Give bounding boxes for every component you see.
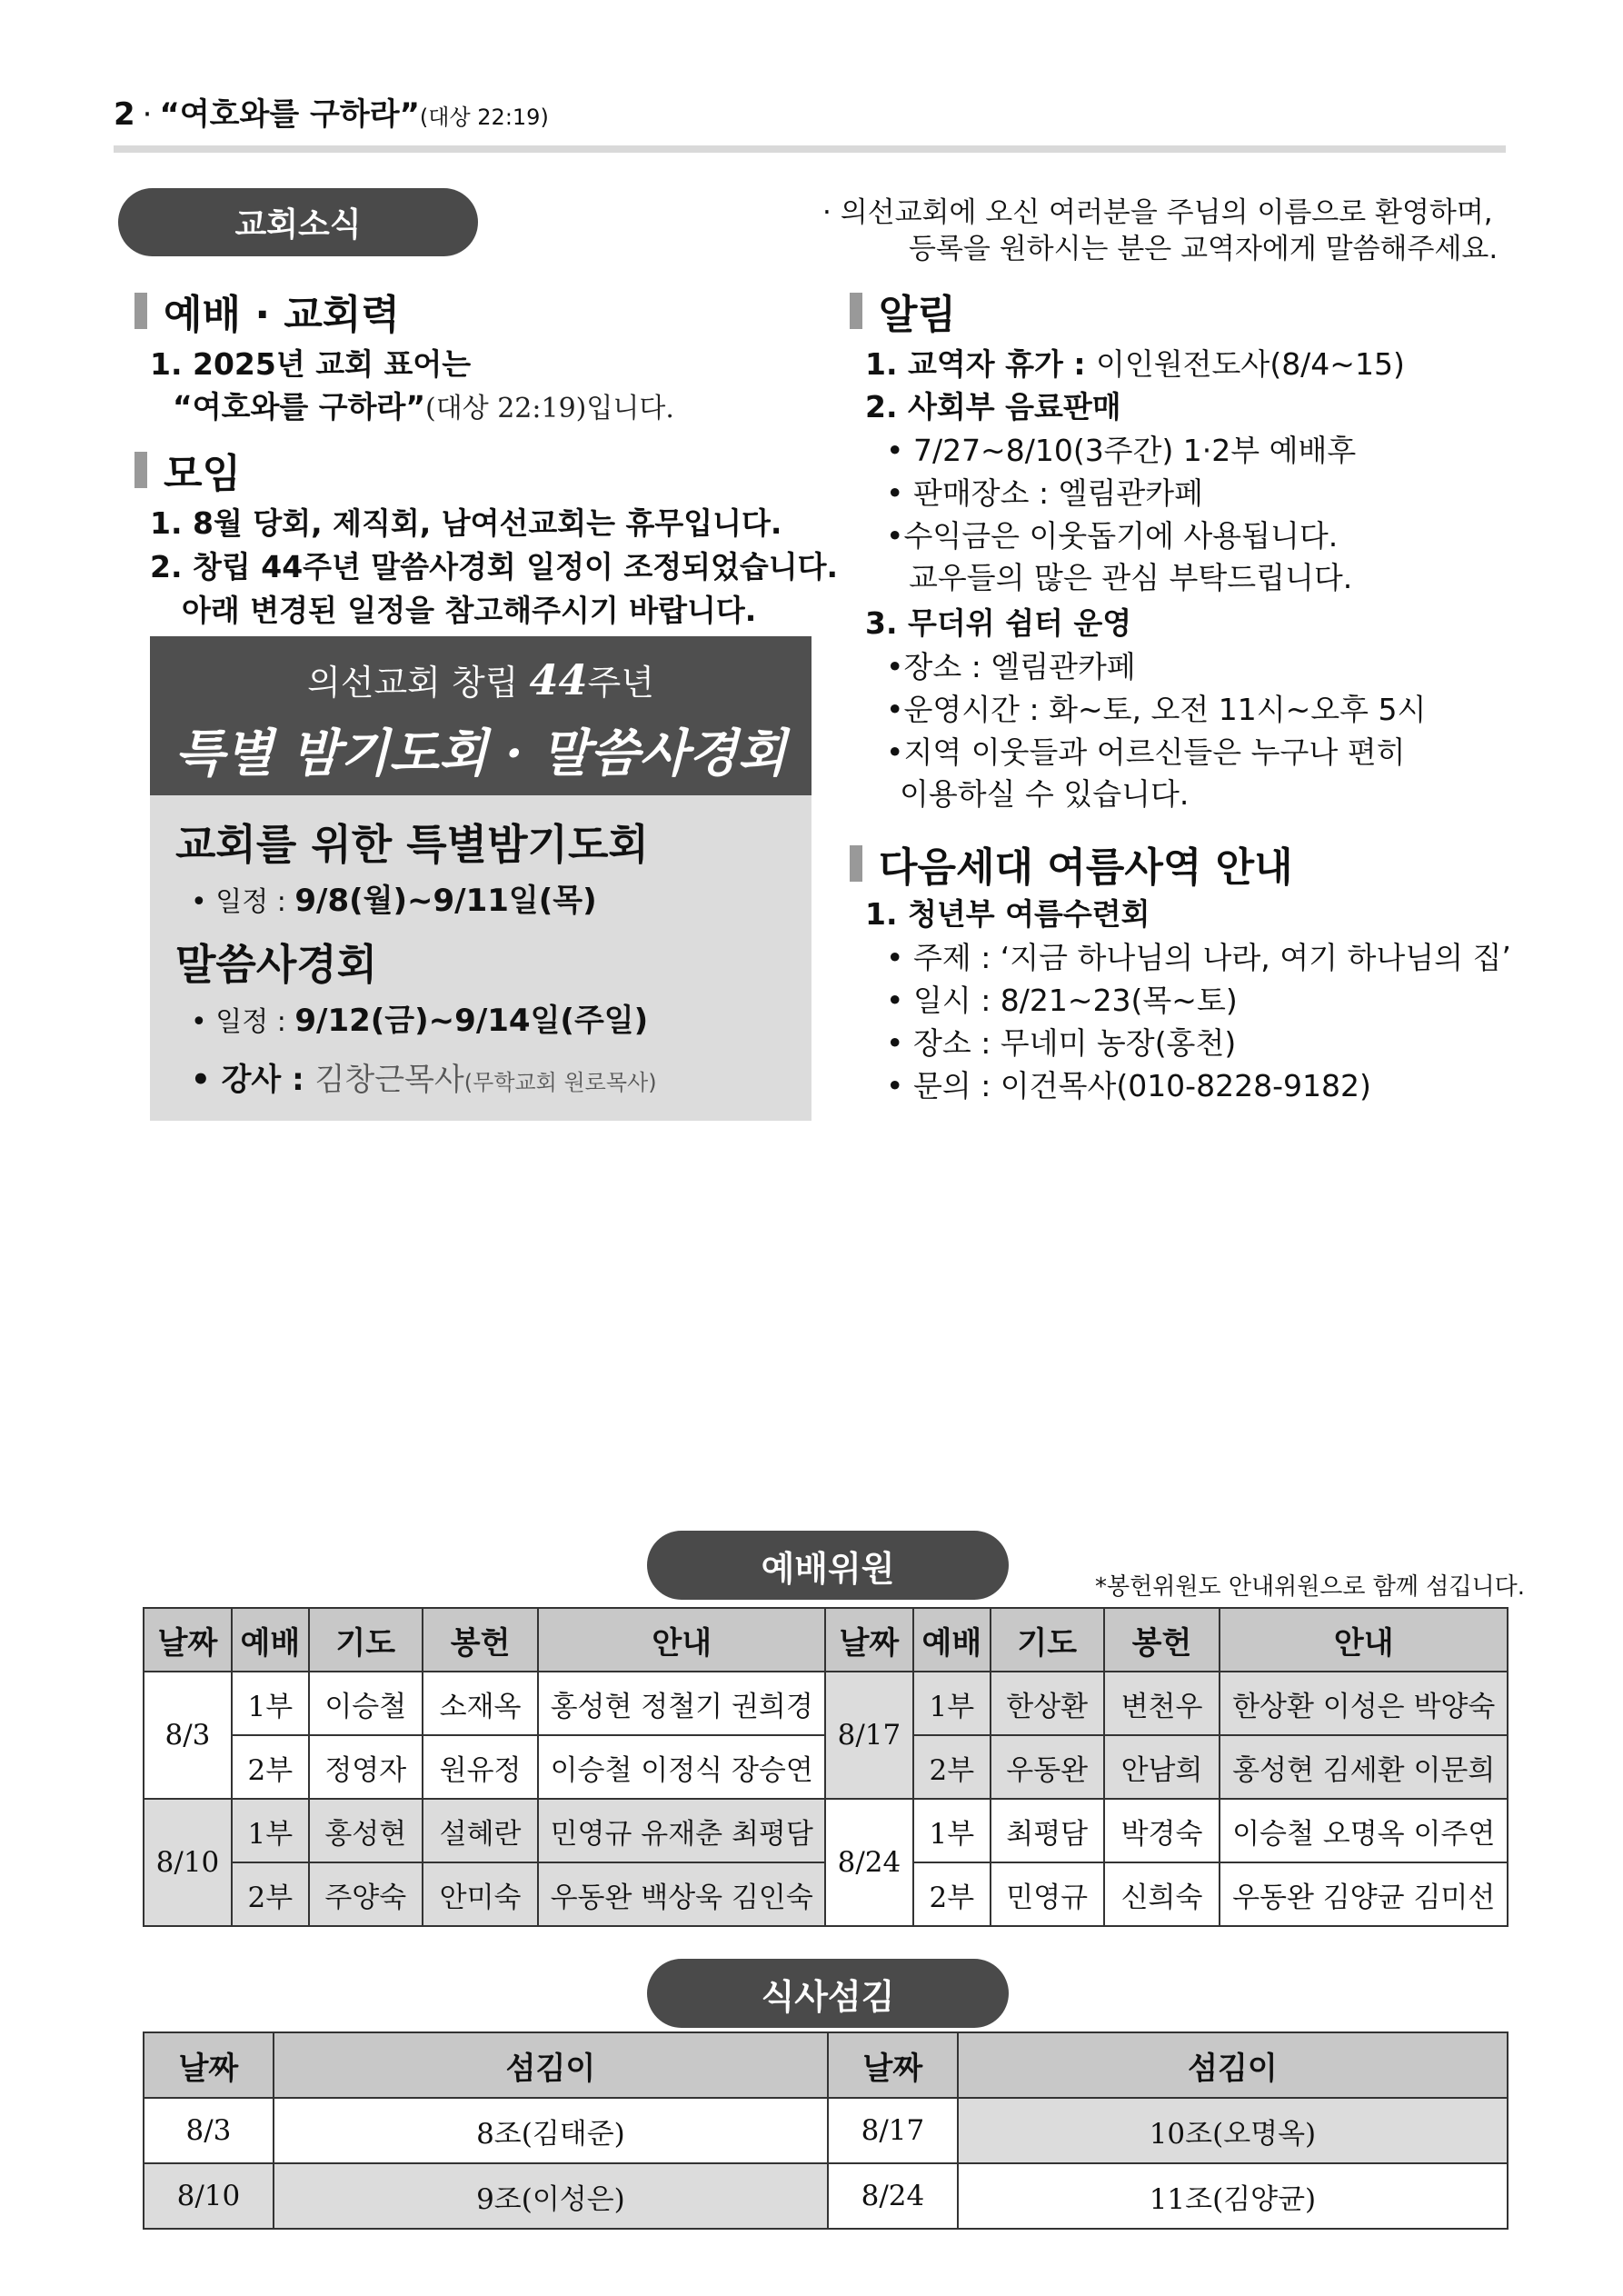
prayer-cell: 한상환 <box>991 1672 1104 1735</box>
meeting-item-1: 1. 8월 당회, 제직회, 남여선교회는 휴무입니다. <box>150 505 782 541</box>
service-cell: 2부 <box>232 1862 309 1926</box>
col-header: 예배 <box>913 1608 991 1672</box>
speaker-info: • 강사 : 김창근목사(무학교회 원로목사) <box>191 1062 657 1098</box>
col-header: 기도 <box>309 1608 423 1672</box>
worship-item-1-cont: “여호와를 구하라”(대상 22:19)입니다. <box>173 389 674 424</box>
prayer-cell: 홍성현 <box>309 1799 423 1862</box>
guide-cell: 이승철 오명옥 이주연 <box>1220 1799 1508 1862</box>
date-cell: 8/17 <box>825 1672 913 1799</box>
date-cell: 8/10 <box>144 1799 232 1926</box>
guide-cell: 홍성현 김세환 이문희 <box>1220 1735 1508 1799</box>
service-cell: 2부 <box>232 1735 309 1799</box>
worship-item-1: 1. 2025년 교회 표어는 <box>150 346 472 382</box>
nextgen-contact: • 문의 : 이건목사(010-8228-9182) <box>886 1068 1371 1103</box>
word-meeting-title: 말씀사경회 <box>175 940 378 989</box>
notice-item-2c: •수익금은 이웃돕기에 사용됩니다. <box>886 518 1339 554</box>
prayer-cell: 정영자 <box>309 1735 423 1799</box>
server-cell: 10조(오명옥) <box>958 2098 1508 2163</box>
page-number: 2 <box>114 96 135 133</box>
special-event-title: 특별 밤기도회 · 말씀사경회 <box>174 724 787 784</box>
notice-item-3a: •장소 : 엘림관카페 <box>886 649 1136 684</box>
nextgen-section-title: 다음세대 여름사역 안내 <box>850 834 1293 893</box>
notice-item-2b: • 판매장소 : 엘림관카페 <box>886 475 1203 511</box>
notice-item-3c: •지역 이웃들과 어르신들은 누구나 편히 <box>886 734 1406 770</box>
special-event-header: 의선교회 창립 44주년 특별 밤기도회 · 말씀사경회 <box>150 636 812 795</box>
service-cell: 1부 <box>913 1799 991 1862</box>
special-event-details <box>150 795 812 1121</box>
col-header: 섬김이 <box>274 2032 828 2098</box>
col-header: 봉헌 <box>423 1608 539 1672</box>
word-meeting-schedule: • 일정 : 9/12(금)~9/14일(주일) <box>191 1003 649 1039</box>
section-bar-icon <box>134 452 147 488</box>
offering-cell: 설혜란 <box>423 1799 539 1862</box>
offering-cell: 안남희 <box>1104 1735 1220 1799</box>
server-cell: 11조(김양균) <box>958 2163 1508 2229</box>
notice-section-title: 알림 <box>850 282 956 340</box>
nextgen-date: • 일시 : 8/21~23(목~토) <box>886 983 1238 1018</box>
nextgen-item-1: 1. 청년부 여름수련회 <box>865 896 1150 932</box>
col-header: 날짜 <box>144 1608 232 1672</box>
section-bar-icon <box>134 293 147 329</box>
guide-cell: 우동완 백상욱 김인숙 <box>538 1862 824 1926</box>
welcome-line-2: 등록을 원하시는 분은 교역자에게 말씀해주세요. <box>909 233 1499 265</box>
section-bar-icon <box>850 293 862 329</box>
table-header-row <box>144 1608 1508 1672</box>
header-ref: (대상 22:19) <box>419 105 549 130</box>
guide-cell: 이승철 이정식 장승연 <box>538 1735 824 1799</box>
prayer-cell: 이승철 <box>309 1672 423 1735</box>
service-cell: 2부 <box>913 1862 991 1926</box>
guide-cell: 홍성현 정철기 권희경 <box>538 1672 824 1735</box>
worship-committee-pill: 예배위원 <box>647 1531 1009 1600</box>
guide-cell: 우동완 김양균 김미선 <box>1220 1862 1508 1926</box>
service-cell: 2부 <box>913 1735 991 1799</box>
date-cell: 8/17 <box>828 2098 958 2163</box>
table-row <box>144 1799 1508 1862</box>
table-row <box>144 2163 1508 2229</box>
notice-item-2: 2. 사회부 음료판매 <box>865 389 1121 424</box>
notice-item-2a: • 7/27~8/10(3주간) 1·2부 예배후 <box>886 433 1357 468</box>
prayer-meeting-schedule: • 일정 : 9/8(월)~9/11일(목) <box>191 883 597 919</box>
worship-section-title: 예배 · 교회력 <box>134 282 400 340</box>
service-cell: 1부 <box>913 1672 991 1735</box>
nextgen-place: • 장소 : 무네미 농장(홍천) <box>886 1025 1237 1061</box>
offering-cell: 변천우 <box>1104 1672 1220 1735</box>
date-cell: 8/24 <box>828 2163 958 2229</box>
col-header: 날짜 <box>144 2032 274 2098</box>
table-header-row <box>144 2032 1508 2098</box>
col-header: 봉헌 <box>1104 1608 1220 1672</box>
notice-item-2c-cont: 교우들의 많은 관심 부탁드립니다. <box>909 560 1353 595</box>
offering-cell: 신희숙 <box>1104 1862 1220 1926</box>
worship-committee-table <box>143 1607 1508 1927</box>
col-header: 날짜 <box>825 1608 913 1672</box>
server-cell: 8조(김태준) <box>274 2098 828 2163</box>
welcome-line-1: · 의선교회에 오신 여러분을 주님의 이름으로 환영하며, <box>822 196 1493 229</box>
prayer-cell: 우동완 <box>991 1735 1104 1799</box>
meeting-section-title: 모임 <box>134 441 241 499</box>
col-header: 기도 <box>991 1608 1104 1672</box>
date-cell: 8/10 <box>144 2163 274 2229</box>
server-cell: 9조(이성은) <box>274 2163 828 2229</box>
col-header: 날짜 <box>828 2032 958 2098</box>
guide-cell: 민영규 유재춘 최평담 <box>538 1799 824 1862</box>
guide-cell: 한상환 이성은 박양숙 <box>1220 1672 1508 1735</box>
page-header: 2 · “여호와를 구하라”(대상 22:19) <box>114 96 549 133</box>
service-cell: 1부 <box>232 1799 309 1862</box>
nextgen-theme: • 주제 : ‘지금 하나님의 나라, 여기 하나님의 집’ <box>886 940 1511 975</box>
col-header: 안내 <box>1220 1608 1508 1672</box>
notice-item-3b: •운영시간 : 화~토, 오전 11시~오후 5시 <box>886 692 1427 727</box>
worship-committee-note: *봉헌위원도 안내위원으로 함께 섬깁니다. <box>1095 1573 1526 1601</box>
notice-item-1: 1. 교역자 휴가 : 이인원전도사(8/4~15) <box>865 346 1405 382</box>
date-cell: 8/24 <box>825 1799 913 1926</box>
meeting-item-2-cont: 아래 변경된 일정을 참고해주시기 바랍니다. <box>182 593 757 628</box>
meeting-item-2: 2. 창립 44주년 말씀사경회 일정이 조정되었습니다. <box>150 549 839 584</box>
col-header: 예배 <box>232 1608 309 1672</box>
offering-cell: 안미숙 <box>423 1862 539 1926</box>
section-bar-icon <box>850 845 862 882</box>
offering-cell: 소재옥 <box>423 1672 539 1735</box>
col-header: 섬김이 <box>958 2032 1508 2098</box>
news-section-pill: 교회소식 <box>118 188 478 256</box>
prayer-cell: 주양숙 <box>309 1862 423 1926</box>
prayer-cell: 최평담 <box>991 1799 1104 1862</box>
prayer-meeting-title: 교회를 위한 특별밤기도회 <box>175 820 649 869</box>
meal-service-table <box>143 2031 1508 2230</box>
col-header: 안내 <box>538 1608 824 1672</box>
offering-cell: 원유정 <box>423 1735 539 1799</box>
notice-item-3c-cont: 이용하실 수 있습니다. <box>900 776 1190 812</box>
offering-cell: 박경숙 <box>1104 1799 1220 1862</box>
notice-item-3: 3. 무더위 쉼터 운영 <box>865 605 1132 641</box>
meal-service-pill: 식사섬김 <box>647 1959 1009 2028</box>
table-row <box>144 2098 1508 2163</box>
header-divider <box>114 145 1506 153</box>
service-cell: 1부 <box>232 1672 309 1735</box>
date-cell: 8/3 <box>144 2098 274 2163</box>
table-row <box>144 1672 1508 1735</box>
prayer-cell: 민영규 <box>991 1862 1104 1926</box>
header-title: “여호와를 구하라” <box>159 96 420 133</box>
date-cell: 8/3 <box>144 1672 232 1799</box>
